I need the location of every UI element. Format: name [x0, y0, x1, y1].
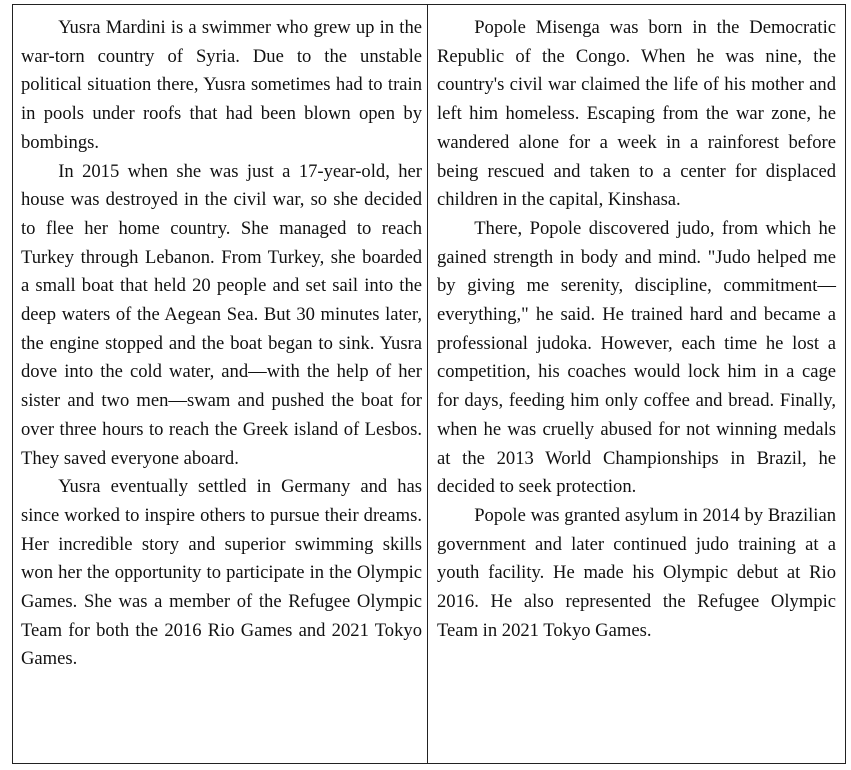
- left-paragraph-2: In 2015 when she was just a 17-year-old, her house was destroyed in the civil war, so she decided to flee her home country. She managed to reach Turkey through Lebanon. From Turkey, she boarded a small boat that held 20 people and set sail into the deep waters of the Aegean Sea. But 30 minutes later, the engine stopped and the boat began to sink. Yusra dove into the cold water, and—with the help of her sister and two men—swam and pushed the boat for over three hours to reach the Greek island of Lesbos. They saved everyone aboard.: [21, 160, 422, 469]
- right-paragraph-2: There, Popole discovered judo, from which he gained strength in body and mind. "Judo helped me by giving me serenity, discipline, commitment—everything," he said. He trained hard and became a professional judoka. However, each time he lost a competition, his coaches would lock him in a cage for days, feeding him only coffee and bread. Finally, when he was cruelly abused for not winning medals at the 2013 World Championships in Brazil, he decided to seek protection.: [437, 217, 836, 498]
- two-column-table: [12, 4, 846, 764]
- left-paragraph-3: Yusra eventually settled in Germany and has since worked to inspire others to pursue their dreams. Her incredible story and superior swimming skills won her the opportunity to participate in the Olympic Games. She was a member of the Refugee Olympic Team for both the 2016 Rio Games and 2021 Tokyo Games.: [21, 476, 422, 670]
- left-paragraph-1: Yusra Mardini is a swimmer who grew up in the war-torn country of Syria. Due to the unstable political situation there, Yusra sometimes had to train in pools under roofs that had been blown open by bombings.: [21, 17, 422, 153]
- left-column-yusra-mardini: [13, 5, 428, 763]
- right-paragraph-3: Popole was granted asylum in 2014 by Brazilian government and later continued judo training at a youth facility. He made his Olympic debut at Rio 2016. He also represented the Refugee Olympic Team in 2021 Tokyo Games.: [437, 504, 836, 641]
- right-paragraph-1: Popole Misenga was born in the Democratic Republic of the Congo. When he was nine, the country's civil war claimed the life of his mother and left him homeless. Escaping from the war zone, he wandered alone for a week in a rainforest before being rescued and taken to a center for displaced children in the capital, Kinshasa.: [437, 17, 836, 211]
- right-column-popole-misenga: [428, 5, 845, 763]
